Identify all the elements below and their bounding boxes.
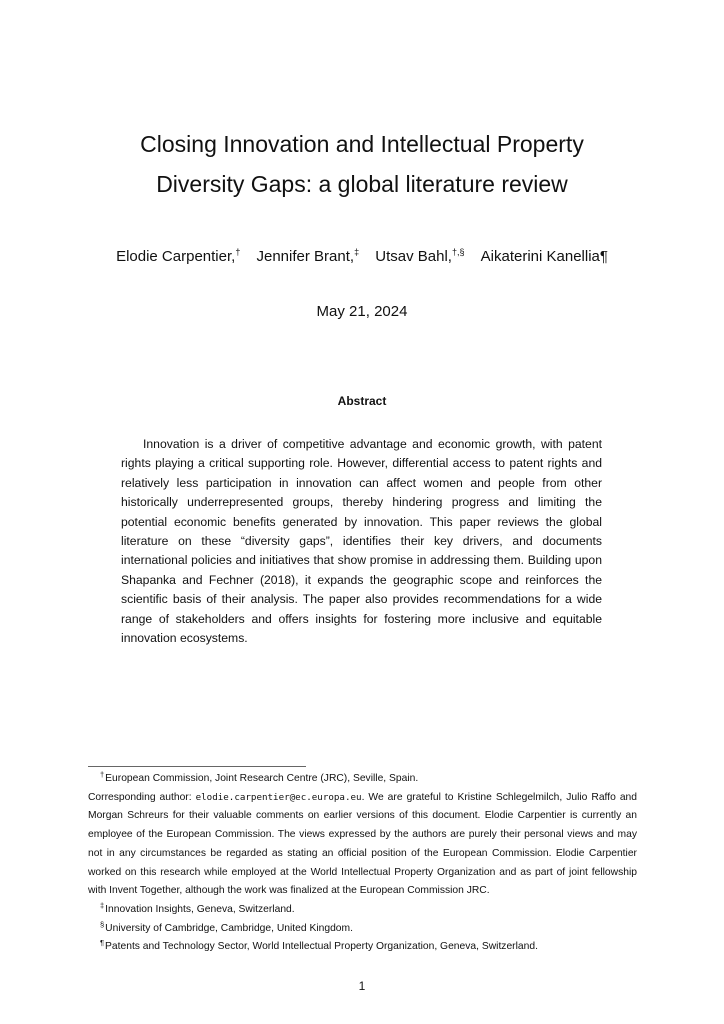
corresponding-text: . We are grateful to Kristine Schlegelmilch, Julio Raffo and Morgan Schreurs for their valuable comments on earlier versions of this document. Elodie Carpentier is currently an employee of the European Commission. The views expressed by the authors are purely their personal views and may not in any circumstances be regarded as stating an official position of the European Commission. Elodie Carpentier worked on this research while employed at the World Intellectual Property Organization and as part of joint fellowship with Invent Together, although the work was finalized at the European Commission JRC. — [88, 791, 638, 897]
footnote-divider — [88, 766, 306, 767]
footnote-text: Patents and Technology Sector, World Intellectual Property Organization, Geneva, Switzerland. — [105, 941, 538, 953]
page-number: 1 — [358, 979, 366, 993]
author-name: Elodie Carpentier, — [116, 248, 236, 265]
corresponding-label: Corresponding author: — [88, 791, 196, 803]
paper-title-line-1: Closing Innovation and Intellectual Property — [140, 131, 584, 157]
author-name: Aikaterini Kanellia — [480, 248, 600, 265]
footnote-dagger — [88, 770, 637, 789]
footnote-ddagger — [88, 901, 637, 920]
footnote-affiliation: European Commission, Joint Research Centre (JRC), Seville, Spain. — [105, 773, 419, 784]
author-4 — [481, 248, 608, 265]
paper-title-line-2: Diversity Gaps: a global literature review — [156, 171, 568, 197]
author-affiliation-mark: †,§ — [451, 247, 465, 257]
footnote-mark: § — [100, 919, 105, 929]
corresponding-email: elodie.carpentier@ec.europa.eu — [195, 791, 362, 803]
author-name: Utsav Bahl, — [375, 248, 452, 265]
author-1 — [116, 248, 240, 265]
author-affiliation-mark: ¶ — [599, 248, 608, 265]
abstract-heading: Abstract — [337, 394, 387, 408]
footnote-mark: † — [100, 770, 105, 779]
footnote-text: University of Cambridge, Cambridge, United Kingdom. — [105, 922, 353, 934]
footnote-text: Innovation Insights, Geneva, Switzerland. — [105, 903, 295, 915]
paper-date: May 21, 2024 — [316, 303, 408, 320]
footnote-mark: ‡ — [100, 900, 105, 910]
footnote-corresponding-author — [88, 789, 637, 901]
author-3 — [375, 248, 464, 265]
author-list — [0, 248, 724, 265]
author-affiliation-mark: ‡ — [354, 247, 360, 257]
author-2 — [257, 248, 360, 265]
footnotes — [88, 770, 637, 957]
abstract-text: Innovation is a driver of competitive advantage and economic growth, with patent rights playing a critical supporting role. However, differential access to patent rights and relatively less participation in innovation can affect women and people from other historically underrepresented groups, thereby hindering progress and limiting the potential economic benefits generated by innovation. This paper reviews the global literature on these “diversity gaps”, identifies their key drivers, and documents international policies and initiatives that show promise in addressing them. Building upon Shapanka and Fechner (2018), it expands the geographic scope and reinforces the scientific basis of their analysis. The paper also provides recommendations for a wide range of stakeholders and offers insights for fostering more inclusive and equitable innovation ecosystems. — [121, 437, 602, 646]
author-affiliation-mark: † — [235, 247, 241, 257]
author-name: Jennifer Brant, — [256, 248, 355, 265]
footnote-pilcrow — [88, 938, 637, 957]
footnote-section — [88, 920, 637, 939]
footnote-mark: ¶ — [100, 938, 105, 948]
